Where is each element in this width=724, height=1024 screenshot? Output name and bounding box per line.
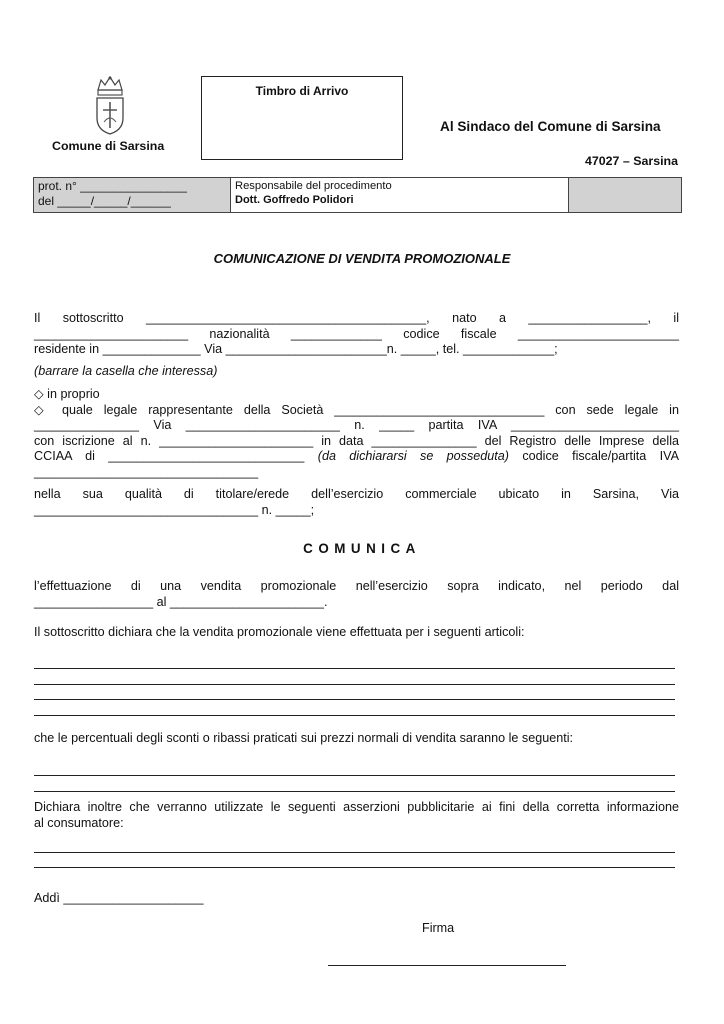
responsible-label: Responsabile del procedimento: [235, 180, 392, 192]
blank-line: [34, 715, 675, 716]
protocol-cell: [34, 178, 231, 213]
signature-line: [328, 965, 566, 966]
option-in-proprio: ◇ in proprio: [34, 387, 100, 401]
comunica-heading: COMUNICA: [303, 541, 421, 556]
body-line: residente in ______________ Via _______________________n. _____, tel. _____________;: [34, 342, 558, 356]
body-line: Il sottoscritto ________________________________________, nato a _________________, il: [34, 311, 679, 325]
period-line: _________________ al ______________________.: [34, 595, 328, 609]
signature-label: Firma: [422, 921, 455, 935]
body-line: ________________________________ n. _____;: [34, 503, 315, 517]
body-line: nella sua qualità di titolare/erede dell’esercizio commerciale ubicato in Sarsina, Via: [34, 487, 679, 501]
responsible-cell: [231, 178, 569, 213]
body-line: con iscrizione al n. ______________________ in data _______________ del Registro delle Imprese della: [34, 434, 679, 448]
blank-line: [34, 867, 675, 868]
blank-line: [34, 852, 675, 853]
blank-line: [34, 791, 675, 792]
arrival-stamp-box: [201, 76, 403, 160]
period-line: l’effettuazione di una vendita promozionale nell’esercizio sopra indicato, nel periodo dal: [34, 579, 679, 593]
blank-line: [34, 684, 675, 685]
municipality-name: Comune di Sarsina: [52, 139, 165, 153]
body-line: _______________ Via ______________________ n. _____ partita IVA ________________________: [34, 418, 679, 432]
place-date-field: Addì ____________________: [34, 891, 204, 905]
recipient: Al Sindaco del Comune di Sarsina: [440, 119, 661, 134]
blank-line: [34, 668, 675, 669]
blank-line: [34, 699, 675, 700]
municipal-crest-icon: [92, 74, 128, 136]
declaration-line: Dichiara inoltre che verranno utilizzate le seguenti asserzioni pubblicitarie ai fini della corretta informazione: [34, 800, 679, 814]
document-title: COMUNICAZIONE DI VENDITA PROMOZIONALE: [213, 251, 511, 266]
checkbox-note: (barrare la casella che interessa): [34, 364, 218, 378]
empty-cell: [569, 178, 682, 213]
protocol-table: [33, 177, 682, 213]
discounts-statement: che le percentuali degli sconti o ribassi praticati sui prezzi normali di vendita saranno le seguenti:: [34, 731, 574, 745]
articles-statement: Il sottoscritto dichiara che la vendita promozionale viene effettuata per i seguenti articoli:: [34, 625, 525, 639]
postal-code-city: 47027 – Sarsina: [584, 154, 678, 168]
body-line: CCIAA di ____________________________ (da dichiararsi se posseduta) codice fiscale/partita IVA: [34, 449, 679, 463]
body-line: ______________________ nazionalità _____________ codice fiscale _______________________: [34, 327, 679, 341]
option-legal-representative: ◇ quale legale rappresentante della Società ______________________________ con sede legale in: [34, 403, 679, 417]
stamp-title: Timbro di Arrivo: [255, 84, 349, 98]
blank-line: [34, 775, 675, 776]
protocol-number: prot. n° ________________: [38, 179, 187, 193]
responsible-name: Dott. Goffredo Polidori: [235, 194, 354, 206]
protocol-date: del _____/_____/______: [38, 194, 171, 208]
body-line: ________________________________: [34, 465, 259, 479]
declaration-line: al consumatore:: [34, 816, 124, 830]
